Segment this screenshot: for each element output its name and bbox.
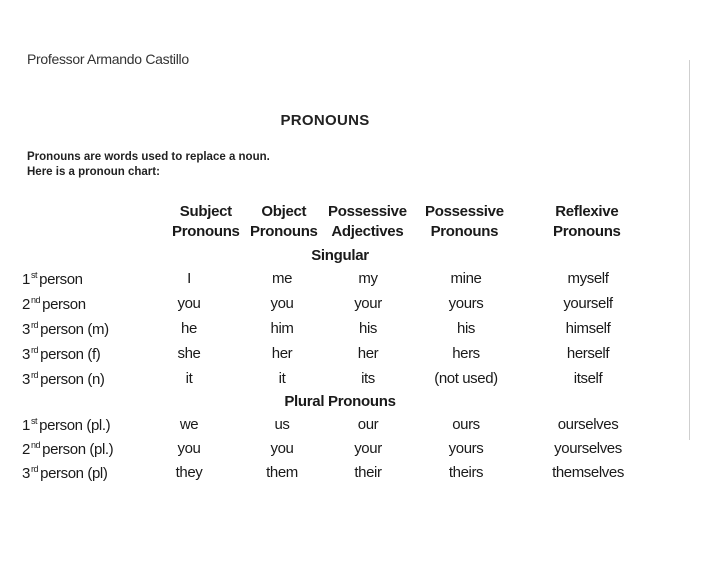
possessive-pronoun: ours [452, 416, 480, 433]
table-row [0, 345, 728, 369]
possessive-adjective: her [357, 345, 379, 362]
possessive-pronoun: (not used) [434, 370, 498, 387]
table-header-object [250, 202, 318, 242]
possessive-pronoun: yours [448, 295, 484, 312]
author-name: Professor Armando Castillo [27, 51, 189, 67]
table-row [0, 370, 728, 394]
possessive-adjective: your [354, 440, 382, 457]
header-line: Subject [179, 203, 232, 220]
section-plural: Plural Pronouns [284, 393, 396, 410]
person-number: 3 [22, 371, 30, 388]
possessive-pronoun: theirs [448, 464, 484, 481]
person-label [22, 370, 105, 388]
ordinal-suffix: rd [30, 345, 39, 355]
person-label [22, 295, 86, 313]
section-singular: Singular [311, 247, 369, 264]
reflexive-pronoun: herself [566, 345, 610, 362]
person-text: person (pl.) [42, 441, 114, 458]
table-header-subject [172, 202, 240, 242]
ordinal-suffix: nd [30, 440, 41, 450]
header-line: Reflexive [555, 203, 619, 220]
subject-pronoun: we [179, 416, 199, 433]
reflexive-pronoun: yourself [563, 295, 613, 312]
person-text: person (f) [40, 346, 101, 363]
intro-line: Here is a pronoun chart: [27, 166, 160, 178]
object-pronoun: me [271, 270, 293, 287]
person-text: person [39, 271, 83, 288]
object-pronoun: you [270, 295, 294, 312]
person-number: 3 [22, 321, 30, 338]
person-number: 2 [22, 296, 30, 313]
person-label [22, 416, 110, 434]
possessive-adjective: their [354, 464, 382, 481]
table-row [0, 295, 728, 319]
ordinal-suffix: rd [30, 464, 39, 474]
header-line: Pronouns [250, 223, 318, 240]
person-label [22, 440, 113, 458]
person-text: person (m) [40, 321, 109, 338]
header-line: Pronouns [172, 223, 240, 240]
page-title: PRONOUNS [280, 112, 370, 129]
person-text: person (pl.) [39, 417, 111, 434]
subject-pronoun: they [175, 464, 203, 481]
header-line: Pronouns [553, 223, 621, 240]
object-pronoun: you [270, 440, 294, 457]
subject-pronoun: you [177, 295, 201, 312]
object-pronoun: us [274, 416, 290, 433]
intro-line: Pronouns are words used to replace a noun. [27, 151, 270, 163]
subject-pronoun: I [187, 270, 191, 287]
ordinal-suffix: nd [30, 295, 41, 305]
person-number: 1 [22, 271, 30, 288]
table-row [0, 320, 728, 344]
subject-pronoun: she [177, 345, 201, 362]
object-pronoun: her [271, 345, 293, 362]
object-pronoun: them [266, 464, 298, 481]
table-row [0, 440, 728, 464]
person-text: person (pl) [40, 465, 108, 482]
header-line: Possessive [328, 203, 407, 220]
header-line: Possessive [425, 203, 504, 220]
person-text: person [42, 296, 86, 313]
header-line: Adjectives [331, 223, 404, 240]
reflexive-pronoun: itself [573, 370, 603, 387]
ordinal-suffix: rd [30, 320, 39, 330]
possessive-pronoun: hers [452, 345, 480, 362]
reflexive-pronoun: himself [565, 320, 611, 337]
possessive-pronoun: his [457, 320, 475, 337]
person-number: 1 [22, 417, 30, 434]
ordinal-suffix: st [30, 270, 38, 280]
table-row [0, 464, 728, 488]
possessive-pronoun: yours [448, 440, 484, 457]
subject-pronoun: it [185, 370, 193, 387]
person-number: 2 [22, 441, 30, 458]
reflexive-pronoun: ourselves [557, 416, 619, 433]
intro-text [27, 150, 270, 180]
possessive-adjective: my [358, 270, 378, 287]
person-number: 3 [22, 465, 30, 482]
reflexive-pronoun: yourselves [554, 440, 622, 457]
table-row [0, 270, 728, 294]
person-label [22, 320, 109, 338]
reflexive-pronoun: myself [567, 270, 609, 287]
possessive-adjective: our [357, 416, 379, 433]
header-line: Pronouns [430, 223, 499, 240]
subject-pronoun: he [181, 320, 197, 337]
subject-pronoun: you [177, 440, 201, 457]
possessive-adjective: his [359, 320, 377, 337]
possessive-pronoun: mine [450, 270, 482, 287]
header-line: Object [261, 203, 307, 220]
table-header-possessive-pronouns [425, 202, 504, 242]
table-header-possessive-adjectives [328, 202, 407, 242]
person-label [22, 345, 100, 363]
possessive-adjective: your [354, 295, 382, 312]
ordinal-suffix: rd [30, 370, 39, 380]
person-label [22, 270, 83, 288]
person-number: 3 [22, 346, 30, 363]
person-label [22, 464, 107, 482]
scan-edge [689, 60, 690, 440]
ordinal-suffix: st [30, 416, 38, 426]
reflexive-pronoun: themselves [552, 464, 624, 481]
table-header-reflexive [553, 202, 621, 242]
person-text: person (n) [40, 371, 105, 388]
object-pronoun: it [278, 370, 286, 387]
object-pronoun: him [270, 320, 294, 337]
possessive-adjective: its [361, 370, 375, 387]
table-row [0, 416, 728, 440]
